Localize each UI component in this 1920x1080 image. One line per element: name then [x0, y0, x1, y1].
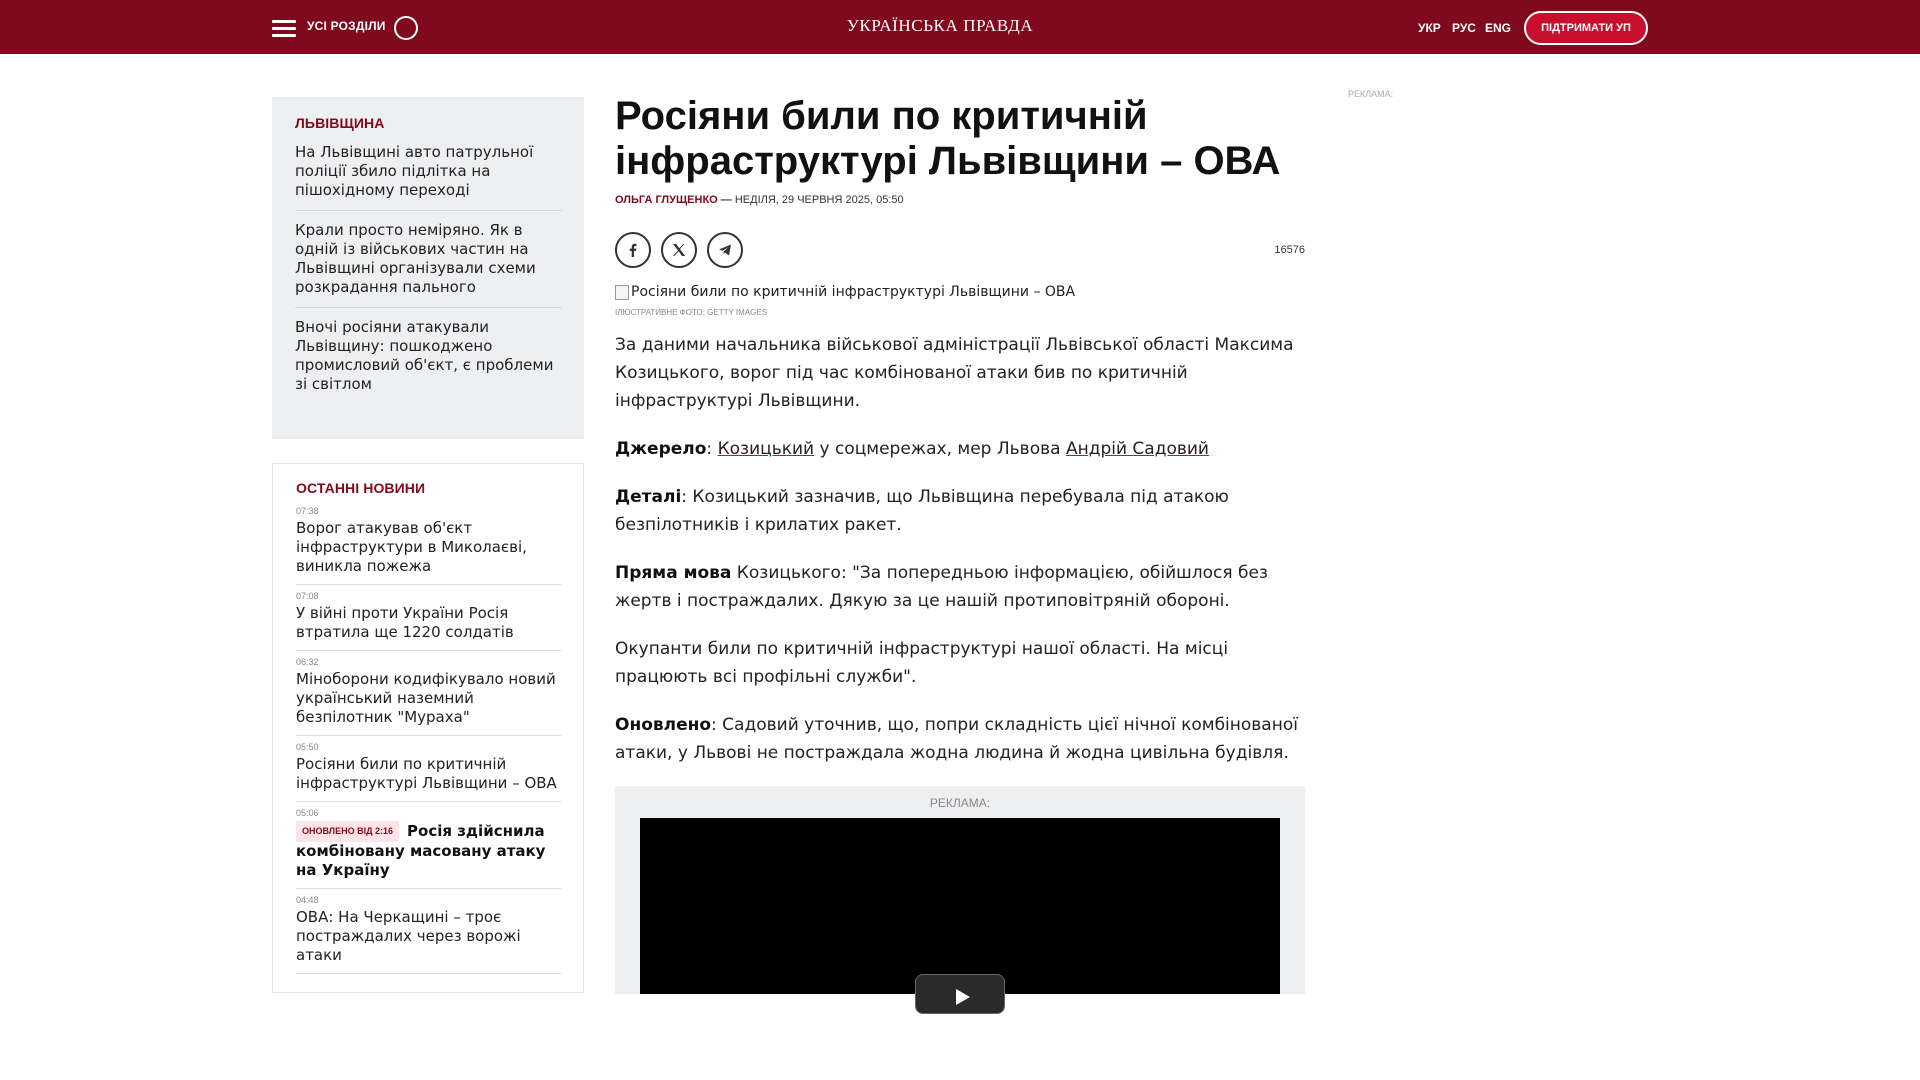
details-text: : Козицький зазначив, що Львівщина перебувала під атакою безпілотників і крилатих ракет. [615, 487, 1229, 535]
source-mid-text: у соцмережах, мер Львова [814, 439, 1066, 459]
latest-news-box [272, 463, 584, 993]
news-time: 05:50 [296, 742, 319, 752]
x-share-icon[interactable] [661, 232, 697, 268]
region-news-item[interactable]: Крали просто неміряно. Як в одній із військових частин на Львівщині організували схеми розкрадання пального [295, 221, 562, 308]
share-row [615, 232, 1305, 268]
byline [615, 194, 1305, 206]
news-title[interactable]: Росіяни били по критичній інфраструктурі Львівщини – ОВА [296, 755, 557, 792]
photo-alt-text: Росіяни били по критичній інфраструктурі Львівщини – ОВА [631, 284, 1076, 300]
news-time: 05:06 [296, 808, 319, 818]
news-item[interactable] [296, 500, 561, 585]
article-paragraph [615, 559, 1305, 615]
lang-rus[interactable]: РУС [1452, 21, 1476, 35]
updated-badge: ОНОВЛЕНО ВІД 2:16 [296, 821, 399, 842]
latest-news-title[interactable]: ОСТАННІ НОВИНИ [296, 480, 426, 496]
news-item[interactable] [296, 736, 561, 802]
news-title-text[interactable]: Росія здійснила комбіновану масовану атаку на Україну [296, 822, 546, 879]
news-item[interactable] [296, 585, 561, 651]
region-news-item[interactable]: На Львівщині авто патрульної поліції збило підлітка на пішохідному переході [295, 143, 562, 211]
news-title[interactable]: Ворог атакував об'єкт інфраструктури в Миколаєві, виникла пожежа [296, 519, 527, 575]
article-paragraph: Окупанти били по критичній інфраструктурі нашої області. На місці працюють всі профільні служби". [615, 639, 1229, 687]
news-item[interactable] [296, 802, 561, 889]
news-time: 07:08 [296, 591, 319, 601]
lang-ukr[interactable]: УКР [1418, 21, 1441, 35]
play-icon[interactable] [915, 974, 1005, 1014]
ad-label: РЕКЛАМА: [929, 796, 991, 810]
article-paragraph: За даними начальника військової адміністрації Львівської області Максима Козицького, ворог під час комбінованої атаки бив по критичній інфраструктурі Львівщини. [615, 335, 1294, 411]
article-paragraph [615, 483, 1305, 539]
region-news-box [272, 97, 584, 439]
lang-eng[interactable]: ENG [1485, 21, 1512, 35]
top-header [0, 0, 1920, 54]
telegram-share-icon[interactable] [707, 232, 743, 268]
news-time: 04:48 [296, 895, 319, 905]
article-headline: Росіяни били по критичній інфраструктурі Львівщини – ОВА [615, 94, 1281, 183]
author-link[interactable]: ОЛЬГА ГЛУЩЕНКО [615, 194, 718, 206]
news-title[interactable]: У війні проти України Росія втратила ще 1220 солдатів [296, 604, 514, 641]
sadovyi-link[interactable]: Андрій Садовий [1065, 439, 1209, 459]
article-photo [615, 284, 1305, 300]
article-paragraph [615, 711, 1305, 767]
news-item[interactable] [296, 889, 561, 974]
image-placeholder-icon [615, 285, 629, 300]
site-logo[interactable]: УКРАЇНСЬКА ПРАВДА [846, 16, 1034, 35]
inline-ad-block [615, 786, 1305, 994]
quote-label: Пряма мова [615, 563, 732, 583]
update-text: : Садовий уточнив, що, попри складність цієї нічної комбінованої атаки, у Львові не постраждала жодна людина й жодна цивільна будівля. [615, 715, 1298, 763]
news-title[interactable]: ОВА: На Черкащині – троє постраждалих через ворожі атаки [296, 908, 521, 964]
source-label: Джерело [615, 439, 707, 459]
news-title[interactable]: Міноборони кодифікувало новий український наземний безпілотник "Мураха" [296, 670, 556, 726]
source-colon: : [706, 439, 718, 459]
details-label: Деталі [615, 487, 682, 507]
publish-date: НЕДІЛЯ, 29 ЧЕРВНЯ 2025, 05:50 [734, 194, 904, 206]
region-title[interactable]: ЛЬВІВЩИНА [295, 115, 385, 131]
quote-text: Козицького: "За попередньою інформацією, обійшлося без жертв і постраждалих. Дякую за це нашій протиповітряній обороні. [615, 563, 1268, 611]
article-paragraph [615, 435, 1305, 463]
photo-caption: ІЛЮСТРАТИВНЕ ФОТО: GETTY IMAGES [615, 308, 768, 317]
byline-separator: — [720, 194, 732, 206]
news-item[interactable] [296, 651, 561, 736]
facebook-share-icon[interactable] [615, 232, 651, 268]
update-label: Оновлено [615, 715, 712, 735]
right-ad-label: РЕКЛАМА: [1348, 89, 1394, 99]
article [615, 94, 1305, 767]
news-time: 07:38 [296, 506, 319, 516]
kozytskyi-link[interactable]: Козицький [717, 439, 815, 459]
news-time: 06:32 [296, 657, 319, 667]
views-count: 16576 [1274, 244, 1305, 256]
support-button[interactable]: ПІДТРИМАТИ УП [1524, 11, 1648, 45]
all-sections-link[interactable]: УСІ РОЗДІЛИ [307, 19, 386, 33]
ad-video-player[interactable] [640, 818, 1280, 994]
region-news-item[interactable]: Вночі росіяни атакували Львівщину: пошкоджено промисловий об'єкт, є проблеми зі світлом [295, 318, 554, 393]
news-title[interactable] [296, 821, 561, 880]
